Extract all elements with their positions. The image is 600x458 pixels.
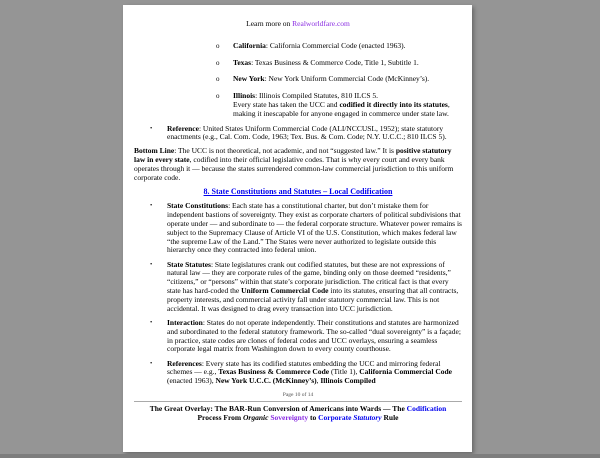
text-segment: to [308, 413, 319, 422]
text-segment: Bottom Line [134, 146, 175, 156]
text-segment: Rule [381, 413, 399, 422]
list-item [134, 59, 462, 68]
text-segment: California [233, 40, 266, 50]
bullet-marker: o [216, 92, 220, 101]
text-segment: The Great Overlay: The BAR-Run Conversion of Americans into Wards — The [149, 403, 407, 413]
list-item-text [167, 202, 462, 255]
text-segment: California Commercial Code [359, 367, 453, 377]
text-segment: (enacted 1963), [167, 376, 216, 386]
text-segment: positive statutory law in every state [134, 146, 452, 164]
bullet-marker: • [150, 124, 153, 132]
footer-line2 [134, 413, 462, 423]
link[interactable]: Realworldfare.com [292, 19, 350, 28]
text-segment: State Statutes [167, 259, 211, 269]
text-segment: : Each state has a constitutional charter, but don’t mistake them for independent bastions of sovereignty. They exist as corporate charters of political subdivisions that operate under — and subordinate to — the federal corporate structure. Whatever power remains is subject to the Supremacy Clause of Article VI of the U.S. Constitution, which makes federal law “the supreme Law of the Land.” The States were never authorized to legislate outside this hierarchy once they contracted into federal union. [167, 201, 462, 255]
bullet-marker: • [150, 202, 153, 210]
text-segment: References [167, 358, 202, 368]
bullet-marker: • [150, 318, 153, 326]
text-segment: Illinois Compiled [320, 376, 376, 386]
text-segment: : Illinois Compiled Statutes, 810 ILCS 5. [255, 91, 379, 101]
text-segment: Interaction [167, 317, 203, 327]
reference-bullet [134, 125, 462, 143]
bottom-bar [0, 454, 600, 458]
text-segment: , [316, 376, 321, 386]
footer-line1 [134, 404, 462, 414]
text-segment: , codified into their official legislative codes. That is why every court and every bank operates through it — because the states surrendered common-law commercial jurisdiction to this uniform corporate code. [134, 154, 454, 182]
page-number: Page 10 of 14 [282, 391, 314, 398]
text-segment: : State legislatures crank out codified statutes, but these are not expressions of natural law — they are corporate rules of the game, binding only on those deemed “residents,” “citizens,” or “persons” within that state’s corporate jurisdiction. The critical fact is that every state has hard-coded the [167, 259, 451, 296]
bullet-marker: • [150, 359, 153, 367]
text-segment: Texas Business & Commerce Code [218, 367, 330, 377]
text-segment: New York U.C.C. (McKinney’s) [215, 376, 317, 386]
link[interactable]: Codification [406, 403, 447, 413]
link[interactable]: Statutory [353, 413, 382, 422]
list-item-text [233, 92, 462, 118]
document-page [123, 5, 472, 452]
text-segment: Texas [233, 57, 252, 67]
text-segment: New York [233, 74, 265, 84]
page-header [134, 20, 462, 29]
document-footer [134, 404, 462, 423]
text-segment: into its statutes, ensuring that all contracts, property interests, and commercial activity fall under statutory commercial law. This is not accidental. It was designed to drag every transaction into UCC jurisdiction. [167, 286, 459, 313]
text-segment: Every state has taken the UCC and [233, 99, 340, 109]
text-segment: State Constitutions [167, 201, 229, 211]
bullet-marker: • [150, 260, 153, 268]
list-item-text [233, 59, 462, 68]
text-segment: Process From [197, 413, 244, 422]
list-item [134, 92, 462, 118]
bottom-line-paragraph [134, 147, 462, 182]
bullet-marker: o [216, 41, 220, 50]
list-item [134, 360, 462, 386]
bullet-marker: o [216, 75, 220, 84]
text-segment: : California Commercial Code (enacted 1963). [265, 40, 406, 50]
list-item-text [167, 125, 462, 143]
link[interactable]: Sovereignty [270, 413, 309, 422]
list-item-text [233, 75, 462, 84]
list-item-text [167, 360, 462, 386]
text-segment: : States do not operate independently. Their constitutions and statutes are harmonized and subordinated to the federal statutory framework. The so-called “dual sovereignty” is a façade; in practice, state codes are clones of federal codes and UCC overlays, ensuring a seamless corporate legal matrix from Washington down to every county courthouse. [167, 317, 461, 354]
state-codes-list [134, 42, 462, 119]
list-item [134, 75, 462, 84]
link[interactable]: Corporate [318, 413, 352, 422]
text-segment: Illinois [233, 91, 256, 101]
text-segment: codified it directly into its statutes [339, 99, 448, 109]
text-segment: , making it inescapable for anyone engaged in commerce under state law. [233, 99, 450, 118]
text-segment: : The UCC is not theoretical, not academic, and not “suggested law.” It is [174, 146, 396, 156]
section-heading: 8. State Constitutions and Statutes – Local Codification [203, 187, 393, 197]
list-item-text [167, 319, 462, 354]
text-segment: : Every state has its codified statutes embedding the UCC and mirroring federal schemes — e.g., [167, 358, 441, 377]
text-segment: Uniform Commercial Code [241, 286, 329, 296]
list-item [134, 42, 462, 51]
list-item [134, 202, 462, 255]
text-segment: Reference [167, 123, 199, 133]
text-segment: : Texas Business & Commerce Code, Title 1, Subtitle 1. [251, 57, 419, 67]
list-item-text [167, 261, 462, 314]
list-item-text [233, 42, 462, 51]
list-item [134, 261, 462, 314]
text-segment: (Title 1), [329, 367, 360, 377]
list-item [134, 319, 462, 354]
text-segment: Organic [243, 413, 269, 422]
text-segment: : United States Uniform Commercial Code (ALI/NCCUSL, 1952); state statutory enactments (e.g., Cal. Com. Code, 1963; Tex. Bus. & Com. Code; N.Y. U.C.C.; 810 ILCS 5). [167, 123, 447, 142]
footer-divider [134, 401, 462, 402]
section-list [134, 202, 462, 386]
text-segment: : New York Uniform Commercial Code (McKinney’s). [264, 74, 430, 84]
bullet-marker: o [216, 58, 220, 67]
text-segment: Learn more on [246, 19, 293, 28]
